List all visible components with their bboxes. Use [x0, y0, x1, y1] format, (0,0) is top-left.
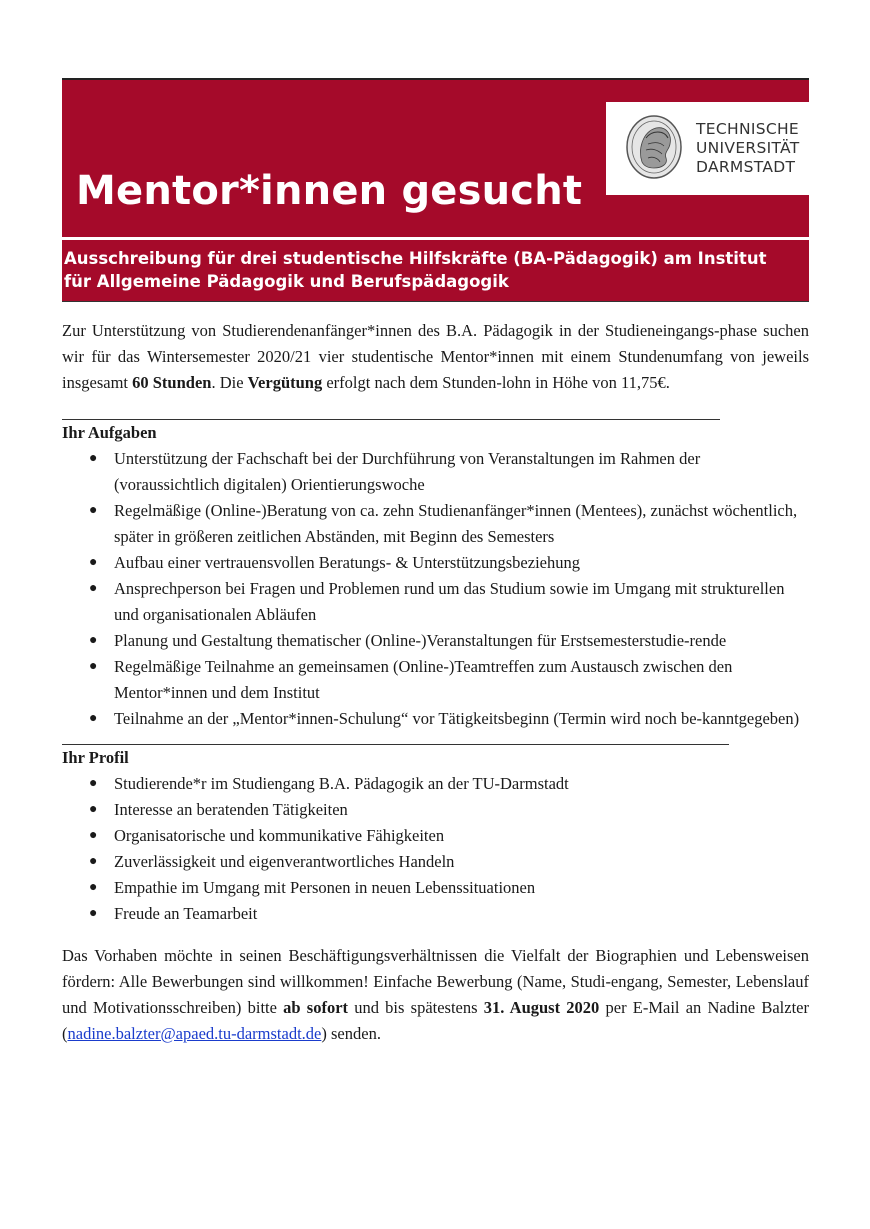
bullet-icon: ●: [89, 633, 98, 648]
intro-text: erfolgt nach dem Stunden-lohn in Höhe von 11,75€.: [322, 373, 670, 392]
profile-heading: Ihr Profil: [62, 748, 129, 767]
intro-text: Zur Unterstützung von Studierendenanfänger*innen des B.A. Pädagogik in der Studieneingangs-phase suchen wir für das Wintersemester 2020/21 vier studentische Mentor*innen mit einem Stundenumfang von jeweils insgesamt: [62, 321, 809, 392]
bullet-icon: ●: [89, 581, 98, 596]
university-logo: [606, 102, 809, 195]
bullet-icon: ●: [89, 802, 98, 817]
bullet-icon: ●: [89, 854, 98, 869]
tasks-list: [62, 446, 809, 732]
list-item: ● Zuverlässigkeit und eigenverantwortliches Handeln: [62, 849, 809, 875]
list-item: ● Freude an Teamarbeit: [62, 901, 809, 927]
deadline-highlight: 31. August 2020: [483, 998, 600, 1017]
bullet-icon: ●: [89, 880, 98, 895]
list-item: ● Studierende*r im Studiengang B.A. Pädagogik an der TU-Darmstadt: [62, 771, 809, 797]
tasks-heading: Ihr Aufgaben: [62, 423, 157, 442]
logo-line: TECHNISCHE: [696, 120, 800, 138]
bullet-icon: ●: [89, 451, 98, 466]
bullet-icon: ●: [89, 828, 98, 843]
bullet-icon: ●: [89, 776, 98, 791]
subtitle-banner: [62, 240, 809, 302]
list-item: ● Regelmäßige Teilnahme an gemeinsamen (Online-)Teamtreffen zum Austausch zwischen den Mentor*innen und dem Institut: [62, 654, 809, 706]
bullet-icon: ●: [89, 659, 98, 674]
header-banner: [62, 80, 809, 237]
closing-text: per E-Mail an Nadine Balzter (: [62, 998, 809, 1043]
logo-wordmark: [696, 120, 816, 177]
intro-text: . Die: [211, 373, 248, 392]
intro-paragraph: [62, 318, 809, 396]
bullet-icon: ●: [89, 503, 98, 518]
payment-highlight: Vergütung: [247, 373, 323, 392]
email-link[interactable]: nadine.balzter@apaed.tu-darmstadt.de: [67, 1024, 322, 1043]
list-item: ● Planung und Gestaltung thematischer (Online-)Veranstaltungen für Erstsemesterstudie-rende: [62, 628, 809, 654]
page-title: Mentor*innen gesucht: [76, 168, 583, 214]
subtitle: Ausschreibung für drei studentische Hilfskräfte (BA-Pädagogik) am Institut für Allgemeine Pädagogik und Berufspädagogik: [64, 249, 767, 291]
bullet-icon: ●: [89, 711, 98, 726]
closing-text: ) senden.: [321, 1024, 381, 1043]
bullet-icon: ●: [89, 555, 98, 570]
list-item: ● Teilnahme an der „Mentor*innen-Schulung“ vor Tätigkeitsbeginn (Termin wird noch be-kanntgegeben): [62, 706, 809, 732]
main-content: [62, 318, 809, 1047]
profile-list: [62, 771, 809, 927]
start-highlight: ab sofort: [283, 998, 349, 1017]
athena-seal-icon: [624, 114, 684, 180]
list-item: ● Interesse an beratenden Tätigkeiten: [62, 797, 809, 823]
bullet-icon: ●: [89, 906, 98, 921]
list-item: ● Unterstützung der Fachschaft bei der Durchführung von Veranstaltungen im Rahmen der (voraussichtlich digitalen) Orientierungswoche: [62, 446, 809, 498]
hours-highlight: 60 Stunden: [132, 373, 212, 392]
closing-text: Das Vorhaben möchte in seinen Beschäftigungsverhältnissen die Vielfalt der Biographien und Lebensweisen fördern: Alle Bewerbungen sind willkommen! Einfache Bewerbung (Name, Studi-engang, Semester, Lebenslauf und Motivationsschreiben) bitte: [62, 946, 809, 1017]
closing-text: und bis spätestens: [348, 998, 484, 1017]
closing-paragraph: [62, 943, 809, 1047]
list-item: ● Empathie im Umgang mit Personen in neuen Lebenssituationen: [62, 875, 809, 901]
list-item: ● Organisatorische und kommunikative Fähigkeiten: [62, 823, 809, 849]
list-item: ● Ansprechperson bei Fragen und Problemen rund um das Studium sowie im Umgang mit strukturellen und organisationalen Abläufen: [62, 576, 809, 628]
list-item: ● Regelmäßige (Online-)Beratung von ca. zehn Studienanfänger*innen (Mentees), zunächst wöchentlich, später in größeren zeitlichen Abständen, mit Beginn des Semesters: [62, 498, 809, 550]
list-item: ● Aufbau einer vertrauensvollen Beratungs- & Unterstützungsbeziehung: [62, 550, 809, 576]
logo-line: DARMSTADT: [696, 158, 796, 176]
logo-line: UNIVERSITÄT: [696, 139, 800, 157]
